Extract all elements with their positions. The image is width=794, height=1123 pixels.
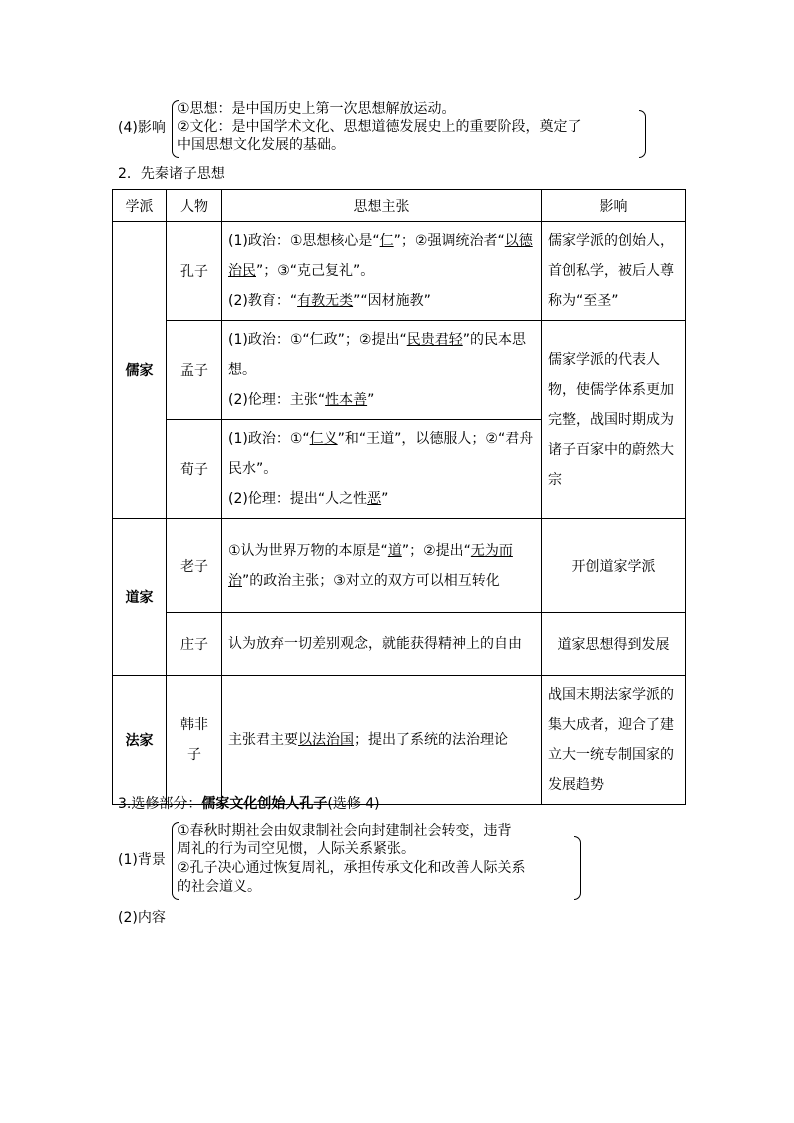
right-brace — [639, 110, 646, 158]
background-item-2-line-1: ②孔子决心通过恢复周礼，承担传承文化和改善人际关系 — [177, 860, 526, 876]
influence-hanfeizi: 战国末期法家学派的集大成者，迎合了建立大一统专制国家的发展趋势 — [542, 676, 686, 805]
person-laozi: 老子 — [167, 519, 222, 613]
background-item-1-line-2: 周礼的行为司空见惯，人际关系紧张。 — [177, 841, 415, 857]
header-school: 学派 — [113, 190, 167, 222]
ideas-laozi: ①认为世界万物的本原是“道”；②提出“无为而治”的政治主张；③对立的双方可以相互转化 — [222, 519, 542, 613]
school-legalist: 法家 — [113, 676, 167, 805]
school-taoist: 道家 — [113, 519, 167, 676]
ideas-xunzi: (1)政治：①“仁义”和“王道”，以德服人；②“君舟民水”。 (2)伦理：提出“人之性恶” — [222, 420, 542, 519]
influence-label: (4)影响 — [118, 120, 166, 136]
section-2-title: 2．先秦诸子思想 — [118, 166, 225, 182]
ideas-zhuangzi: 认为放弃一切差别观念，就能获得精神上的自由 — [222, 613, 542, 676]
ideas-hanfeizi: 主张君主要以法治国；提出了系统的法治理论 — [222, 676, 542, 805]
person-kongzi: 孔子 — [167, 222, 222, 321]
header-person: 人物 — [167, 190, 222, 222]
person-hanfeizi: 韩非子 — [167, 676, 222, 805]
table-row — [113, 676, 686, 805]
person-xunzi: 荀子 — [167, 420, 222, 519]
background-item-1-line-1: ①春秋时期社会由奴隶制社会向封建制社会转变，违背 — [177, 823, 512, 839]
ideas-kongzi: (1)政治：①思想核心是“仁”；②强调统治者“以德治民”；③“克己复礼”。 (2)教育：“有教无类”“因材施教” — [222, 222, 542, 321]
influence-kongzi: 儒家学派的创始人，首创私学，被后人尊称为“至圣” — [542, 222, 686, 321]
person-zhuangzi: 庄子 — [167, 613, 222, 676]
content-label: (2)内容 — [118, 910, 166, 926]
influence-item-2-line-2: 中国思想文化发展的基础。 — [177, 137, 345, 153]
thinkers-table — [112, 189, 686, 805]
ideas-mengzi: (1)政治：①“仁政”；②提出“民贵君轻”的民本思想。 (2)伦理：主张“性本善” — [222, 321, 542, 420]
header-ideas: 思想主张 — [222, 190, 542, 222]
background-item-2-line-2: 的社会道义。 — [177, 879, 261, 895]
section-3-title: 3.选修部分：儒家文化创始人孔子(选修 4) — [118, 796, 380, 812]
table-row — [113, 519, 686, 613]
influence-laozi: 开创道家学派 — [542, 519, 686, 613]
table-row — [113, 222, 686, 321]
table-row — [113, 613, 686, 676]
header-influence: 影响 — [542, 190, 686, 222]
influence-mengxun: 儒家学派的代表人物，使儒学体系更加完整，战国时期成为诸子百家中的蔚然大宗 — [542, 321, 686, 519]
table-header-row — [113, 190, 686, 222]
influence-item-2-line-1: ②文化：是中国学术文化、思想道德发展史上的重要阶段，奠定了 — [177, 119, 582, 135]
school-confucian: 儒家 — [113, 222, 167, 519]
table-row — [113, 321, 686, 420]
influence-zhuangzi: 道家思想得到发展 — [542, 613, 686, 676]
influence-item-1: ①思想：是中国历史上第一次思想解放运动。 — [177, 101, 456, 117]
background-label: (1)背景 — [118, 852, 166, 868]
right-brace — [574, 836, 581, 900]
person-mengzi: 孟子 — [167, 321, 222, 420]
